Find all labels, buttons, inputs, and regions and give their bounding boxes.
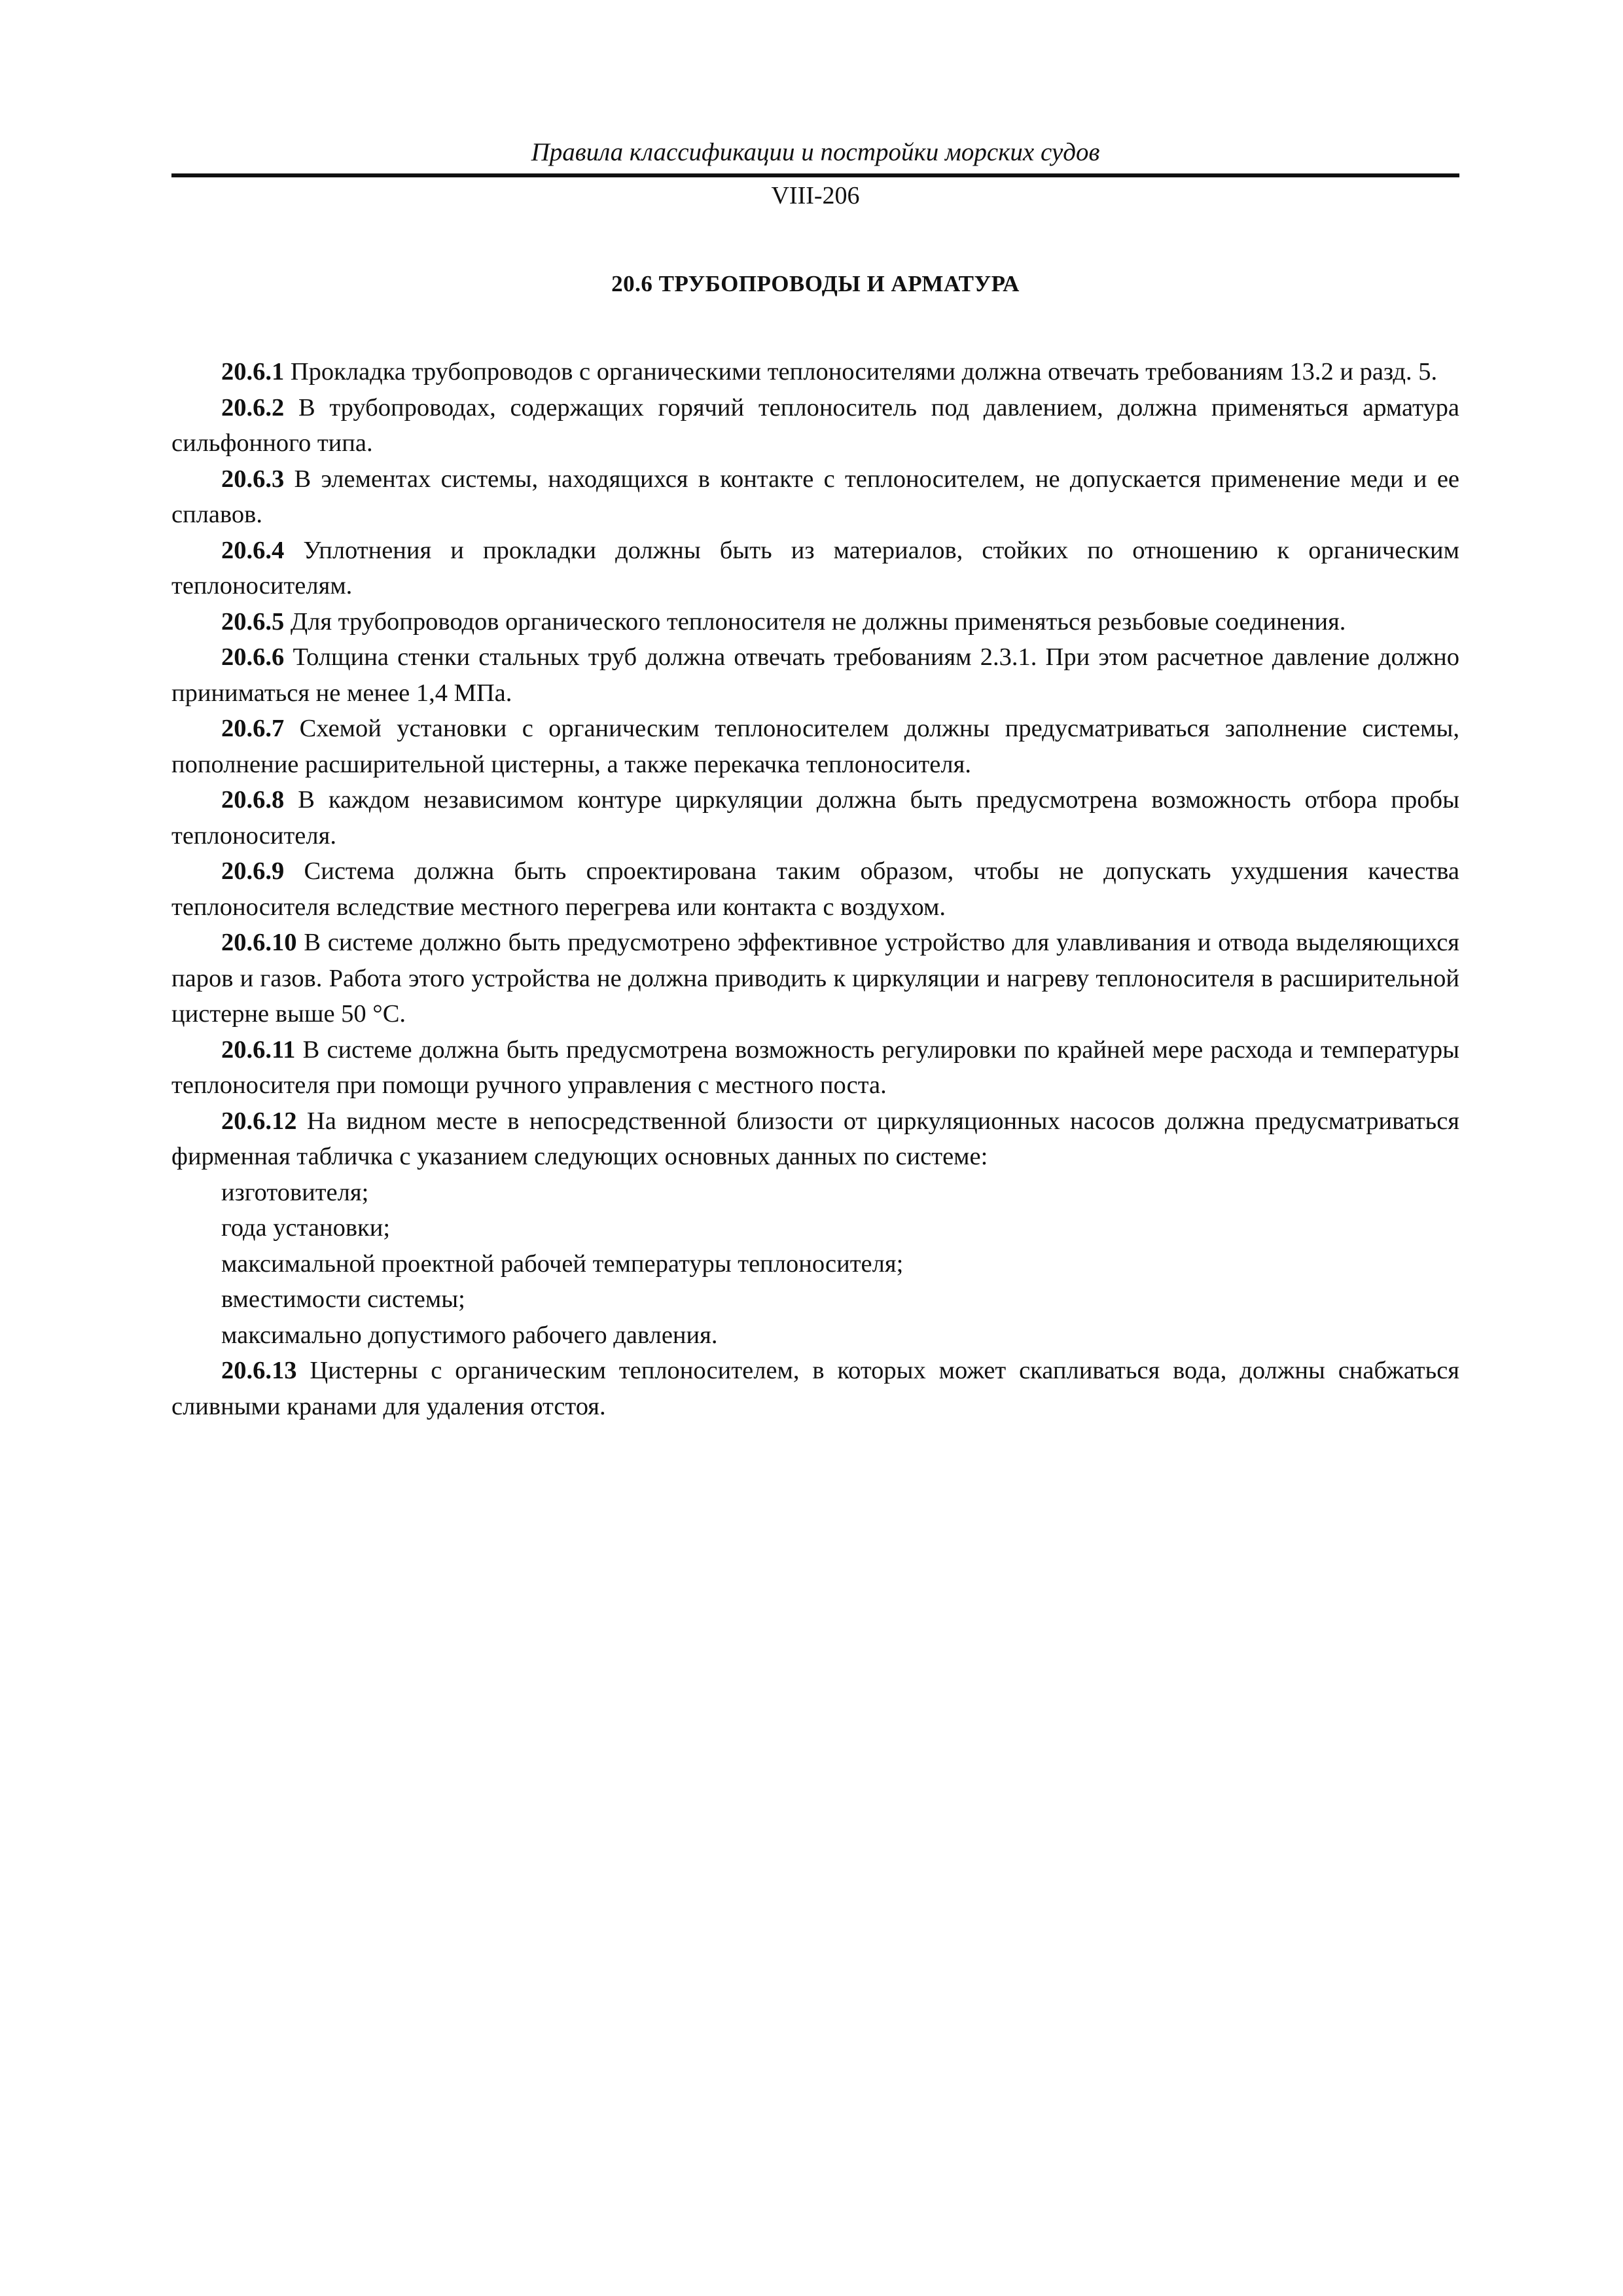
- paragraph-20-6-2: [171, 390, 1459, 461]
- paragraph-20-6-3: [171, 461, 1459, 533]
- paragraph-20-6-12: [171, 1103, 1459, 1175]
- paragraph-number: 20.6.9: [221, 857, 285, 885]
- paragraph-20-6-13: [171, 1353, 1459, 1424]
- list-item: максимальной проектной рабочей температуры теплоносителя;: [221, 1249, 904, 1278]
- paragraph-text: Толщина стенки стальных труб должна отвечать требованиям 2.3.1. При этом расчетное давление должно приниматься не менее 1,4 МПа.: [171, 643, 1459, 707]
- paragraph-number: 20.6.3: [221, 465, 285, 493]
- paragraph-20-6-6: [171, 639, 1459, 711]
- paragraph-20-6-4: [171, 533, 1459, 604]
- paragraph-number: 20.6.11: [221, 1035, 296, 1064]
- paragraph-number: 20.6.13: [221, 1357, 297, 1384]
- paragraph-number: 20.6.1: [221, 358, 285, 386]
- section-title: 20.6 ТРУБОПРОВОДЫ И АРМАТУРА: [611, 271, 1020, 296]
- paragraph-20-6-9: [171, 853, 1459, 925]
- paragraph-text: В элементах системы, находящихся в контакте с теплоносителем, не допускается применение меди и ее сплавов.: [171, 465, 1459, 528]
- list-item: вместимости системы;: [221, 1285, 465, 1313]
- paragraph-number: 20.6.5: [221, 607, 285, 636]
- paragraph-text: Цистерны с органическим теплоносителем, в которых может скапливаться вода, должны снабжаться сливными кранами для удаления отстоя.: [171, 1357, 1459, 1420]
- list-item: года установки;: [221, 1214, 391, 1242]
- paragraph-text: В каждом независимом контуре циркуляции должна быть предусмотрена возможность отбора пробы теплоносителя.: [171, 786, 1459, 850]
- paragraph-number: 20.6.2: [221, 393, 285, 422]
- paragraph-20-6-8: [171, 782, 1459, 853]
- paragraph-number: 20.6.10: [221, 929, 297, 956]
- document-page: [171, 134, 1459, 1424]
- list-item: максимально допустимого рабочего давления.: [221, 1321, 718, 1349]
- paragraph-text: Уплотнения и прокладки должны быть из материалов, стойких по отношению к органическим теплоносителям.: [171, 536, 1459, 600]
- page-number: VIII-206: [771, 182, 860, 209]
- paragraph-number: 20.6.7: [221, 715, 285, 742]
- paragraph-20-6-11: [171, 1032, 1459, 1103]
- paragraph-text: В системе должна быть предусмотрена возможность регулировки по крайней мере расхода и температуры теплоносителя при помощи ручного управления с местного поста.: [171, 1035, 1459, 1099]
- paragraph-text: Система должна быть спроектирована таким образом, чтобы не допускать ухудшения качества теплоносителя вследствие местного перегрева или контакта с воздухом.: [171, 857, 1459, 921]
- paragraph-number: 20.6.6: [221, 643, 285, 671]
- paragraph-number: 20.6.4: [221, 536, 285, 564]
- paragraph-20-6-10: [171, 925, 1459, 1032]
- paragraph-20-6-7: [171, 711, 1459, 782]
- paragraph-number: 20.6.12: [221, 1107, 297, 1135]
- running-header: Правила классификации и постройки морских судов: [531, 138, 1100, 166]
- paragraph-text: В трубопроводах, содержащих горячий теплоноситель под давлением, должна применяться арматура сильфонного типа.: [171, 393, 1459, 457]
- section-content: [171, 354, 1459, 1424]
- paragraph-text: Для трубопроводов органического теплоносителя не должны применяться резьбовые соединения.: [284, 607, 1346, 636]
- paragraph-20-6-1: [171, 354, 1459, 390]
- list-item: изготовителя;: [221, 1178, 369, 1206]
- paragraph-text: В системе должно быть предусмотрено эффективное устройство для улавливания и отвода выделяющихся паров и газов. Работа этого устройства не должна приводить к циркуляции и нагреву теплоносителя в расширительной цистерне выше 50 °С.: [171, 929, 1459, 1028]
- paragraph-text: Схемой установки с органическим теплоносителем должны предусматриваться заполнение системы, пополнение расширительной цистерны, а также перекачка теплоносителя.: [171, 715, 1459, 778]
- paragraph-text: На видном месте в непосредственной близости от циркуляционных насосов должна предусматриваться фирменная табличка с указанием следующих основных данных по системе:: [171, 1107, 1459, 1170]
- paragraph-number: 20.6.8: [221, 786, 285, 814]
- paragraph-20-6-5: [171, 604, 1459, 640]
- paragraph-text: Прокладка трубопроводов с органическими теплоносителями должна отвечать требованиям 13.2 и разд. 5.: [284, 358, 1438, 386]
